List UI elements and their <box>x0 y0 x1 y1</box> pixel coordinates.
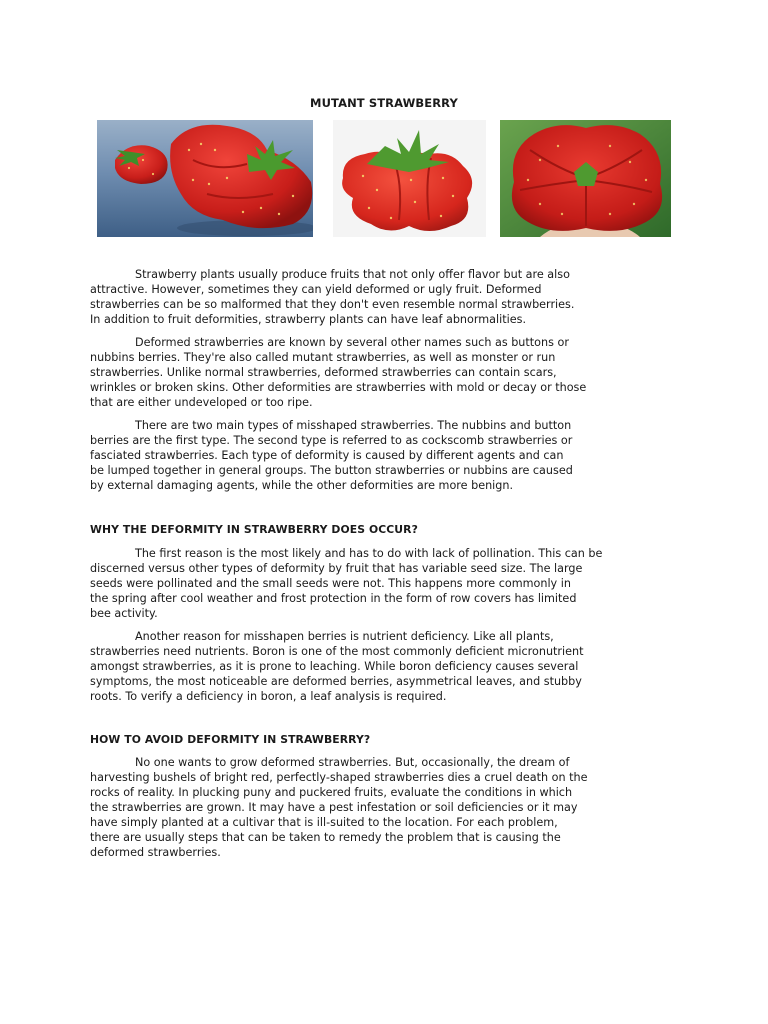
strawberry-photo-3 <box>500 120 671 237</box>
text-line: Deformed strawberries are known by several other names such as buttons or <box>135 336 569 349</box>
text-line: discerned versus other types of deformity by fruit that has variable seed size. The large <box>90 562 583 575</box>
document-title: MUTANT STRAWBERRY <box>310 96 458 110</box>
text-line: Strawberry plants usually produce fruits that not only offer flavor but are also <box>135 268 570 281</box>
paragraph-pollination <box>90 546 680 621</box>
text-line: be lumped together in general groups. The button strawberries or nubbins are caused <box>90 464 573 477</box>
paragraph-remedy <box>90 755 680 860</box>
text-line: fasciated strawberries. Each type of deformity is caused by different agents and can <box>90 449 564 462</box>
text-line: There are two main types of misshaped strawberries. The nubbins and button <box>135 419 572 432</box>
text-line: Another reason for misshapen berries is nutrient deficiency. Like all plants, <box>135 630 554 643</box>
text-line: The first reason is the most likely and has to do with lack of pollination. This can be <box>135 547 603 560</box>
section-heading-how: HOW TO AVOID DEFORMITY IN STRAWBERRY? <box>90 733 371 746</box>
text-line: strawberries can be so malformed that they don't even resemble normal strawberries. <box>90 298 575 311</box>
text-line: strawberries need nutrients. Boron is one of the most commonly deficient micronutrient <box>90 645 584 658</box>
text-line: nubbins berries. They're also called mutant strawberries, as well as monster or run <box>90 351 556 364</box>
text-line: strawberries. Unlike normal strawberries, deformed strawberries can contain scars, <box>90 366 557 379</box>
text-line: deformed strawberries. <box>90 846 221 859</box>
text-line: symptoms, the most noticeable are deformed berries, asymmetrical leaves, and stubby <box>90 675 582 688</box>
text-line: berries are the first type. The second type is referred to as cockscomb strawberries or <box>90 434 573 447</box>
text-line: amongst strawberries, as it is prone to leaching. While boron deficiency causes several <box>90 660 579 673</box>
text-line: the spring after cool weather and frost protection in the form of row covers has limited <box>90 592 577 605</box>
text-line: harvesting bushels of bright red, perfectly-shaped strawberries dies a cruel death on the <box>90 771 588 784</box>
paragraph-names <box>90 335 680 410</box>
text-line: attractive. However, sometimes they can yield deformed or ugly fruit. Deformed <box>90 283 542 296</box>
text-line: that are either undeveloped or too ripe. <box>90 396 313 409</box>
text-line: by external damaging agents, while the other deformities are more benign. <box>90 479 514 492</box>
text-line: wrinkles or broken skins. Other deformities are strawberries with mold or decay or those <box>90 381 587 394</box>
text-line: No one wants to grow deformed strawberries. But, occasionally, the dream of <box>135 756 570 769</box>
text-line: roots. To verify a deficiency in boron, a leaf analysis is required. <box>90 690 447 703</box>
text-line: the strawberries are grown. It may have a pest infestation or soil deficiencies or it may <box>90 801 578 814</box>
text-line: have simply planted at a cultivar that is ill-suited to the location. For each problem, <box>90 816 558 829</box>
text-line: there are usually steps that can be taken to remedy the problem that is causing the <box>90 831 561 844</box>
text-line: seeds were pollinated and the small seeds were not. This happens more commonly in <box>90 577 571 590</box>
strawberry-photo-1 <box>97 120 313 237</box>
strawberry-photo-2 <box>333 120 486 237</box>
text-line: rocks of reality. In plucking puny and puckered fruits, evaluate the conditions in which <box>90 786 573 799</box>
section-heading-why: WHY THE DEFORMITY IN STRAWBERRY DOES OCCUR? <box>90 523 418 536</box>
paragraph-types <box>90 418 680 493</box>
paragraph-nutrients <box>90 629 680 704</box>
paragraph-intro <box>90 267 680 327</box>
text-line: bee activity. <box>90 607 158 620</box>
text-line: In addition to fruit deformities, strawberry plants can have leaf abnormalities. <box>90 313 527 326</box>
